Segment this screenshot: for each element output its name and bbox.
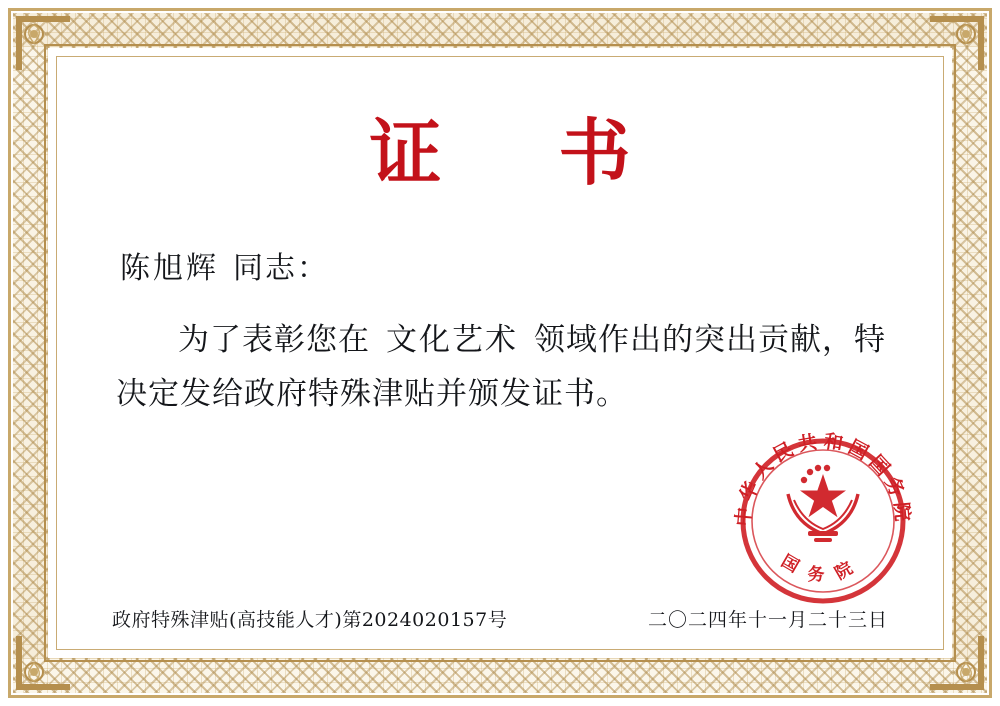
certificate-title: 证 书 bbox=[369, 110, 677, 195]
recipient-name: 陈旭辉 bbox=[120, 250, 219, 286]
body-text-part2: 领域作出的突出贡献，特决定发给政府特殊津贴并颁发证书。 bbox=[116, 321, 886, 413]
salutation-line bbox=[120, 243, 890, 287]
award-field: 文化艺术 bbox=[386, 321, 518, 358]
national-emblem-seal-icon bbox=[730, 428, 916, 614]
body-text-part1: 为了表彰您在 bbox=[178, 321, 370, 358]
certificate-number: 政府特殊津贴(高技能人才)第2024020157号 bbox=[112, 609, 508, 631]
svg-text:国务院: 国务院 bbox=[777, 551, 869, 585]
certificate-body bbox=[116, 313, 886, 422]
certificate-footer bbox=[56, 605, 944, 632]
svg-text:中华人民共和国国务院: 中华人民共和国国务院 bbox=[732, 430, 914, 528]
issue-date: 二〇二四年十一月二十三日 bbox=[647, 609, 888, 631]
salutation-suffix: 同志： bbox=[233, 250, 329, 286]
